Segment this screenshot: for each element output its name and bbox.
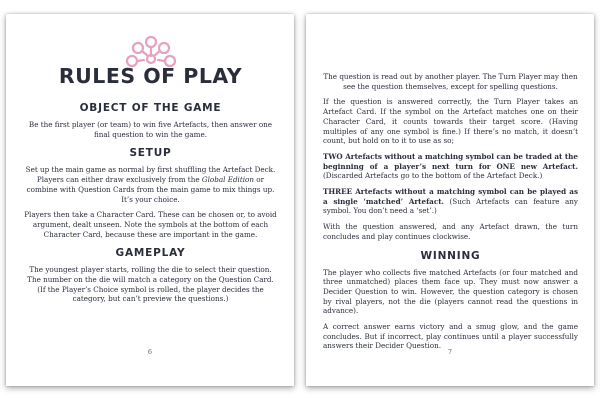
page-number-right: 7 [447,348,453,356]
trade-rule-rest: (Discarded Artefacts go to the bottom of the Artefact Deck.) [323,171,543,181]
right-paragraph-1: The question is read out by another player. The Turn Player may then see the question themselves, except for spelling questions. [323,72,578,91]
heading-gameplay: GAMEPLAY [115,247,186,260]
setup-p1-part-a: Set up the main game as normal by first shuffling the Artefact Deck. Players can either draw exclusively from the [25,165,276,185]
heading-setup: SETUP [129,147,172,160]
right-paragraph-3 [323,152,578,181]
right-paragraph-2: If the question is answered correctly, the Turn Player takes an Artefact Card. If the symbol on the Artefact matches one on their Character Card, it counts towards their target score. (Having multiples of any one symbol is fine.) If there’s no match, it doesn’t count, but hold on to it to use as so; [323,97,578,146]
gameplay-text: The youngest player starts, rolling the die to select their question. The number on the die will match a category on the Question Card. (If the Player’s Choice symbol is rolled, the player decides the category, but can’t preview the questions.) [27,265,274,304]
page-number-left: 6 [147,348,153,356]
page-title: RULES OF PLAY [58,64,243,88]
heading-winning: WINNING [420,249,481,262]
setup-p1-italic: Global Edition [201,175,255,185]
winning-paragraph-1: The player who collects five matched Artefacts (or four matched and three unmatched) places them face up. They must now answer a Decider Question to win. However, the question category is chosen by rival players, not the die (players cannot read the questions in advance). [323,267,578,316]
setup-paragraph-1 [23,165,278,204]
right-page [306,14,594,386]
setup-paragraph-2: Players then take a Character Card. These can be chosen or, to avoid argument, dealt unseen. Note the symbols at the bottom of each Character Card, because these are important in the game. [24,210,277,239]
left-page [6,14,294,386]
right-paragraph-5: With the question answered, and any Artefact drawn, the turn concludes and play continues clockwise. [323,222,578,241]
heading-object-of-the-game: OBJECT OF THE GAME [79,102,222,114]
matched-rule-rest: (Such Artefacts can feature any symbol. You don’t need a ‘set’.) [323,196,578,216]
matched-rule-bold: THREE Artefacts without a matching symbol can be played as a single ‘matched’ Artefact. [323,187,578,206]
right-paragraph-4 [323,187,578,216]
object-text: Be the first player (or team) to win five Artefacts, then answer one final question to win the game. [28,120,273,139]
trade-rule-bold: TWO Artefacts without a matching symbol can be traded at the beginning of a player’s next turn for ONE new Artefact. [323,151,578,171]
winning-paragraph-2: A correct answer earns victory and a smug glow, and the game concludes. But if incorrect, play continues until a player successfully answers their Decider Question. [323,322,578,351]
setup-p1-part-b: or combine with Question Cards from the main game to mix things up. It’s your choice. [26,175,275,204]
